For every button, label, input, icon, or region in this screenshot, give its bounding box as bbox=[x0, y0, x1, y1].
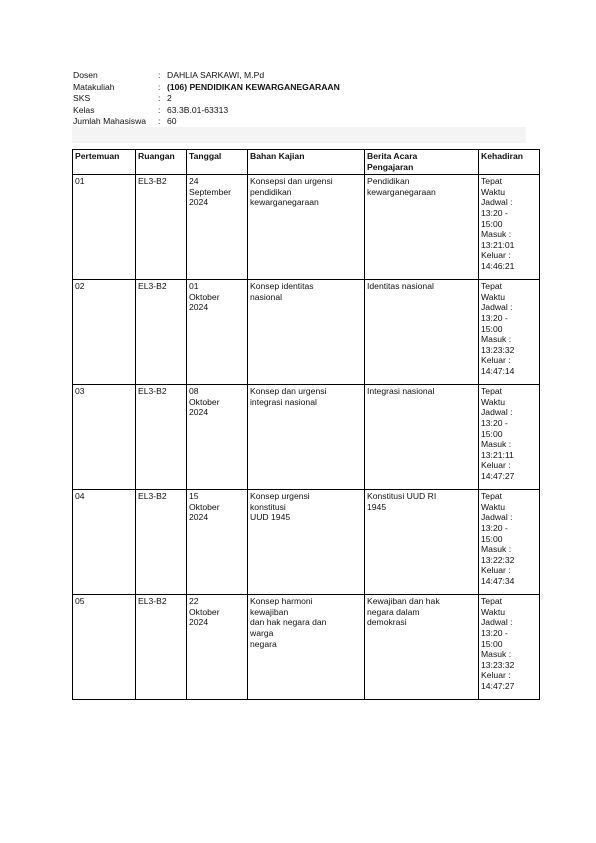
info-label: Dosen bbox=[73, 70, 98, 80]
cell-tanggal: 22 Oktober 2024 bbox=[187, 595, 248, 700]
table-row bbox=[73, 490, 540, 595]
course-info bbox=[73, 70, 340, 128]
cell-pertemuan: 01 bbox=[73, 175, 136, 280]
cell-ruangan: EL3-B2 bbox=[136, 280, 187, 385]
info-colon: : bbox=[158, 81, 161, 92]
header-bahan-kajian: Bahan Kajian bbox=[248, 150, 365, 175]
cell-ruangan: EL3-B2 bbox=[136, 490, 187, 595]
table-row bbox=[73, 595, 540, 700]
table-row bbox=[73, 280, 540, 385]
info-row-kelas bbox=[73, 105, 340, 117]
info-label: Jumlah Mahasiswa bbox=[73, 116, 147, 127]
cell-kehadiran: Tepat Waktu Jadwal : 13:20 - 15:00 Masuk : 13:23:32 Keluar : 14:47:14 bbox=[479, 280, 540, 385]
cell-tanggal: 01 Oktober 2024 bbox=[187, 280, 248, 385]
info-row-matakuliah bbox=[73, 82, 340, 94]
cell-berita-acara: Kewajiban dan hak negara dalam demokrasi bbox=[365, 595, 479, 700]
info-row-sks bbox=[73, 93, 340, 105]
table-row bbox=[73, 385, 540, 490]
info-value: 60 bbox=[167, 116, 177, 127]
cell-pertemuan: 02 bbox=[73, 280, 136, 385]
cell-berita-acara: Integrasi nasional bbox=[365, 385, 479, 490]
cell-kehadiran: Tepat Waktu Jadwal : 13:20 - 15:00 Masuk : 13:22:32 Keluar : 14:47:34 bbox=[479, 490, 540, 595]
cell-tanggal: 24 September 2024 bbox=[187, 175, 248, 280]
info-value: (106) PENDIDIKAN KEWARGANEGARAAN bbox=[167, 81, 340, 92]
cell-ruangan: EL3-B2 bbox=[136, 385, 187, 490]
info-colon: : bbox=[158, 104, 161, 115]
cell-pertemuan: 05 bbox=[73, 595, 136, 700]
cell-kehadiran: Tepat Waktu Jadwal : 13:20 - 15:00 Masuk : 13:23:32 Keluar : 14:47:27 bbox=[479, 595, 540, 700]
header-kehadiran: Kehadiran bbox=[479, 150, 540, 175]
cell-kehadiran: Tepat Waktu Jadwal : 13:20 - 15:00 Masuk : 13:21:11 Keluar : 14:47:27 bbox=[479, 385, 540, 490]
header-ruangan: Ruangan bbox=[136, 150, 187, 175]
cell-kehadiran: Tepat Waktu Jadwal : 13:20 - 15:00 Masuk : 13:21:01 Keluar : 14:46:21 bbox=[479, 175, 540, 280]
info-label: Matakuliah bbox=[73, 81, 115, 92]
cell-tanggal: 15 Oktober 2024 bbox=[187, 490, 248, 595]
info-colon: : bbox=[158, 116, 161, 127]
info-value: 2 bbox=[167, 93, 172, 104]
info-row-dosen bbox=[73, 70, 340, 82]
info-colon: : bbox=[158, 93, 161, 104]
cell-berita-acara: Konstitusi UUD RI 1945 bbox=[365, 490, 479, 595]
cell-berita-acara: Identitas nasional bbox=[365, 280, 479, 385]
info-label: SKS bbox=[73, 93, 91, 104]
table-header-row bbox=[73, 150, 540, 175]
table-row bbox=[73, 175, 540, 280]
cell-bahan-kajian: Konsepsi dan urgensi pendidikan kewarganegaraan bbox=[248, 175, 365, 280]
cell-bahan-kajian: Konsep dan urgensi integrasi nasional bbox=[248, 385, 365, 490]
header-tanggal: Tanggal bbox=[187, 150, 248, 175]
cell-ruangan: EL3-B2 bbox=[136, 175, 187, 280]
info-label: Kelas bbox=[73, 104, 95, 115]
shaded-band bbox=[72, 127, 526, 143]
cell-bahan-kajian: Konsep harmoni kewajiban dan hak negara dan warga negara bbox=[248, 595, 365, 700]
cell-bahan-kajian: Konsep urgensi konstitusi UUD 1945 bbox=[248, 490, 365, 595]
info-value: 63.3B.01-63313 bbox=[167, 104, 229, 115]
attendance-table bbox=[72, 149, 540, 700]
cell-bahan-kajian: Konsep identitas nasional bbox=[248, 280, 365, 385]
cell-pertemuan: 04 bbox=[73, 490, 136, 595]
header-pertemuan: Pertemuan bbox=[73, 150, 136, 175]
cell-pertemuan: 03 bbox=[73, 385, 136, 490]
info-value: DAHLIA SARKAWI, M.Pd bbox=[167, 70, 265, 80]
header-berita-acara: Berita Acara Pengajaran bbox=[365, 150, 479, 175]
info-colon: : bbox=[158, 70, 161, 80]
cell-tanggal: 08 Oktober 2024 bbox=[187, 385, 248, 490]
cell-berita-acara: Pendidikan kewarganegaraan bbox=[365, 175, 479, 280]
cell-ruangan: EL3-B2 bbox=[136, 595, 187, 700]
